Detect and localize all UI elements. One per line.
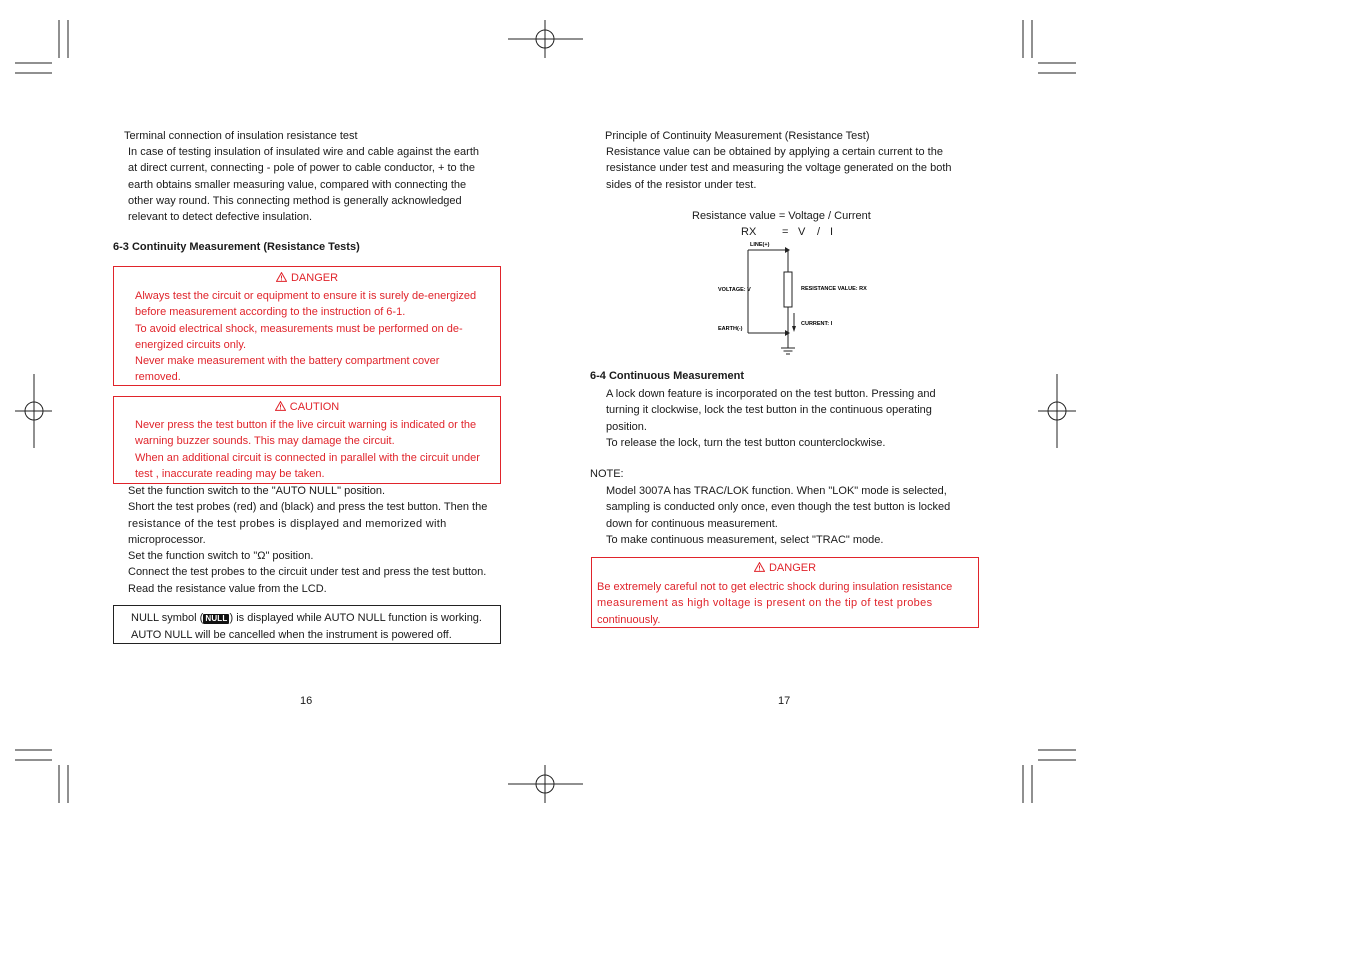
text-line: resistance of the test probes is displayed and memorized with (128, 517, 447, 530)
null-symbol-icon: NULL (205, 614, 228, 623)
text-line: at direct current, connecting - pole of power to cable conductor, + to the (128, 162, 476, 175)
text-line: removed. (135, 371, 181, 384)
formula-i: I (830, 226, 834, 238)
formula-v: V (798, 226, 806, 238)
resistance-label: RESISTANCE VALUE: RX (801, 286, 867, 292)
danger-title (114, 272, 500, 284)
text-line: Read the resistance value from the LCD. (128, 582, 327, 595)
terminal-paragraph (128, 144, 500, 225)
text-line: down for continuous measurement. (606, 517, 778, 530)
current-label: CURRENT: I (801, 321, 833, 327)
caution-title (114, 401, 500, 413)
null-note-line2: AUTO NULL will be cancelled when the instrument is powered off. (131, 629, 452, 641)
terminal-heading: Terminal connection of insulation resistance test (124, 130, 358, 142)
text-line: sampling is conducted only once, even though the test button is locked (606, 501, 951, 514)
formula-rx: RX (741, 226, 757, 238)
danger-body (135, 288, 495, 386)
formula-text: Resistance value = Voltage / Current (692, 210, 871, 222)
text-line: microprocessor. (128, 533, 206, 546)
text-line: relevant to detect defective insulation. (128, 211, 313, 224)
null-note-text: ) is displayed while AUTO NULL function is working. (229, 612, 482, 624)
null-note-line1 (131, 610, 482, 626)
caution-box (113, 396, 501, 484)
text-line: Set the function switch to "Ω" position. (128, 550, 314, 563)
text-line: In case of testing insulation of insulated wire and cable against the earth (128, 146, 480, 158)
text-line: Never make measurement with the battery compartment cover (135, 355, 440, 368)
null-note-box (113, 605, 501, 644)
danger-title-text: DANGER (290, 272, 339, 284)
null-note-text: NULL symbol ( (131, 612, 204, 624)
circuit-diagram (700, 238, 900, 363)
section-heading-6-4: 6-4 Continuous Measurement (590, 370, 745, 382)
section-heading-6-3: 6-3 Continuity Measurement (Resistance Tests) (113, 241, 360, 253)
text-line: resistance under test and measuring the voltage generated on the both (606, 162, 952, 175)
danger-title (592, 562, 978, 574)
arrow-down-icon (792, 326, 796, 332)
text-line: To make continuous measurement, select "TRAC" mode. (606, 533, 884, 546)
caution-title-text: CAUTION (289, 401, 340, 413)
text-line: warning buzzer sounds. This may damage the circuit. (135, 435, 395, 448)
text-line: other way round. This connecting method is generally acknowledged (128, 194, 462, 207)
text-line: Connect the test probes to the circuit under test and press the test button. (128, 566, 487, 579)
caution-body (135, 417, 495, 482)
text-line: Resistance value can be obtained by applying a certain current to the (606, 146, 943, 158)
danger-box (113, 266, 501, 386)
danger-box-right (591, 557, 979, 628)
continuous-paragraph (606, 386, 978, 451)
text-line: When an additional circuit is connected in parallel with the circuit under (135, 451, 480, 464)
text-line: Be extremely careful not to get electric shock during insulation resistance (597, 581, 953, 593)
principle-paragraph (606, 144, 978, 193)
text-line: To release the lock, turn the test button counterclockwise. (606, 436, 886, 449)
principle-heading: Principle of Continuity Measurement (Resistance Test) (605, 130, 870, 142)
warning-triangle-icon (754, 562, 765, 572)
text-line: test , inaccurate reading may be taken. (135, 467, 325, 480)
note-paragraph (606, 483, 978, 548)
text-line: sides of the resistor under test. (606, 178, 757, 191)
text-line: turning it clockwise, lock the test button in the continuous operating (606, 404, 932, 417)
text-line: earth obtains smaller measuring value, compared with connecting the (128, 178, 467, 191)
line-label: LINE(+) (750, 242, 770, 248)
warning-triangle-icon (275, 401, 286, 411)
earth-label: EARTH(-) (718, 326, 743, 332)
text-line: Always test the circuit or equipment to ensure it is surely de-energized (135, 290, 477, 302)
page-number: 17 (778, 695, 791, 707)
text-line: position. (606, 420, 647, 433)
text-line: before measurement according to the instruction of 6-1. (135, 306, 406, 319)
text-line: Model 3007A has TRAC/LOK function. When "LOK" mode is selected, (606, 485, 947, 497)
text-line: To avoid electrical shock, measurements must be performed on de- (135, 322, 463, 335)
voltage-label: VOLTAGE: V (718, 287, 751, 293)
text-line: continuously. (597, 613, 661, 626)
danger-body (597, 579, 972, 628)
page-number: 16 (300, 695, 313, 707)
note-label: NOTE: (590, 468, 624, 480)
text-line: Never press the test button if the live circuit warning is indicated or the (135, 419, 477, 431)
text-line: Set the function switch to the "AUTO NULL" position. (128, 485, 386, 497)
text-line: measurement as high voltage is present on the tip of test probes (597, 597, 933, 610)
text-line: Short the test probes (red) and (black) and press the test button. Then the (128, 501, 488, 514)
text-line: energized circuits only. (135, 338, 247, 351)
formula-equals: = (782, 226, 789, 238)
danger-title-text: DANGER (768, 562, 817, 574)
procedure-steps (128, 483, 500, 597)
formula-slash: / (817, 226, 821, 238)
warning-triangle-icon (276, 272, 287, 282)
text-line: A lock down feature is incorporated on the test button. Pressing and (606, 388, 936, 400)
